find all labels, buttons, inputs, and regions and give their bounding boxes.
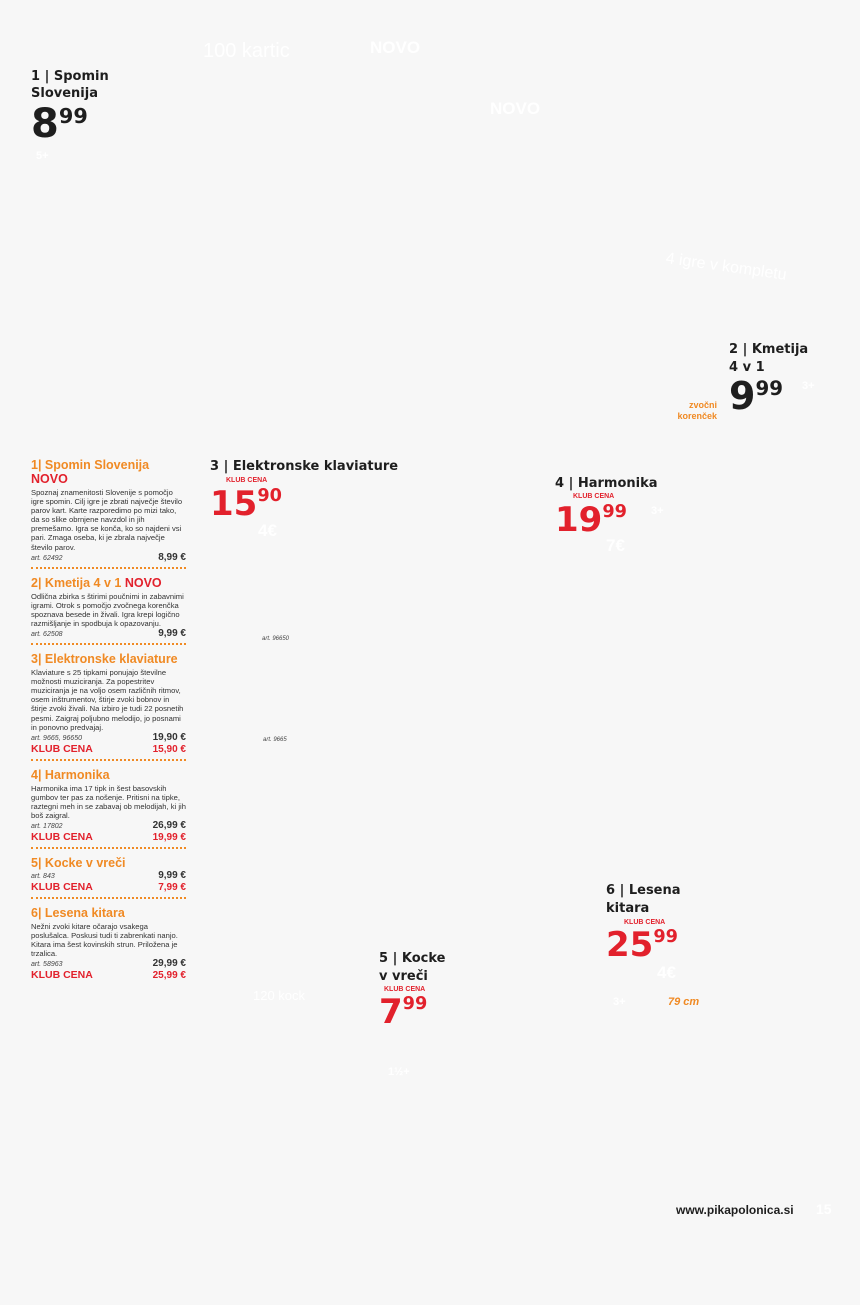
price-int: 15: [210, 484, 258, 524]
list-item-kmetija: [31, 576, 186, 645]
tag-title-line2: kitara: [606, 901, 650, 916]
price-dec: 99: [402, 994, 428, 1015]
art-number: art. 58963: [31, 961, 63, 969]
tag-price: [729, 374, 808, 418]
zvocni-korencek-note: [672, 400, 717, 422]
regular-price: 26,99 €: [152, 820, 186, 832]
saving-badge: 4€: [258, 521, 277, 540]
klub-price: 19,99 €: [152, 832, 186, 844]
saving-badge: 7€: [606, 536, 625, 555]
tag-price: [555, 500, 658, 540]
list-item-kocke: [31, 856, 186, 899]
price-row: [31, 820, 186, 831]
price-row: [31, 628, 186, 639]
list-item-desc: Odlična zbirka s štirimi poučnimi in zabavnimi igrami. Otrok s pomočjo zvočnega korenčka spoznava besede in živali. Igra krepi logično razmišljanje in spodbuja k opazovanju.: [31, 591, 184, 628]
art-number: art. 62492: [31, 554, 63, 562]
regular-price: 29,99 €: [152, 958, 186, 970]
list-item-title: 3| Elektronske klaviature: [31, 652, 178, 667]
art-number: art. 17802: [31, 823, 63, 831]
price-tag-kocke: [379, 950, 446, 1032]
list-item-title: [31, 576, 186, 590]
price-row: [31, 552, 186, 563]
tag-price: [379, 992, 445, 1032]
price-int: 25: [606, 925, 654, 965]
price-tag-spomin: [31, 68, 109, 147]
price-tag-kitara: [606, 882, 681, 965]
list-item-klaviature: [31, 652, 186, 761]
list-item-desc: Nežni zvoki kitare očarajo vsakega poslušalca. Poskusi tudi ti zabrenkati nanjo. Kitara ima šest kovinskih strun. Priložena je trzalica.: [31, 922, 178, 959]
regular-price: 9,99 €: [158, 628, 186, 640]
note-line1: zvočni: [688, 400, 717, 410]
tag-title-line1: 2 | Kmetija: [729, 342, 809, 357]
art-label-2: art. 9665: [263, 737, 287, 743]
ghost-novo-badge-2: NOVO: [490, 99, 541, 118]
list-item-title-text: 2| Kmetija 4 v 1: [31, 575, 122, 590]
ghost-age-label-3: 3+: [651, 505, 664, 517]
price-row: [31, 958, 186, 969]
regular-price: 8,99 €: [158, 551, 186, 563]
tag-title-line2: v vreči: [379, 969, 428, 984]
note-line2: korenček: [677, 411, 717, 421]
ghost-novo-badge: NOVO: [370, 38, 421, 57]
regular-price: 19,90 €: [152, 731, 186, 743]
saving-badge: 4€: [657, 963, 676, 982]
klub-price: 25,99 €: [152, 970, 186, 982]
art-number: art. 62508: [31, 631, 63, 639]
list-item-desc: Harmonika ima 17 tipk in šest basovskih gumbov ter pas za nošenje. Pritisni na tipke, raztegni meh in se zabavaj ob melodijah, ki jih boš zaigral.: [31, 783, 186, 820]
page-number: 15: [816, 1201, 832, 1217]
price-int: 8: [31, 101, 59, 147]
klub-cena-label: KLUB CENA: [384, 986, 426, 993]
tag-title-line1: 1 | Spomin: [31, 69, 109, 84]
ghost-igre-label: 4 igre v kompletu: [664, 250, 788, 284]
list-item-kitara: [31, 906, 186, 985]
list-item-desc: Spoznaj znamenitosti Slovenije s pomočjo igre spomin. Cilj igre je zbrati največje število parov kart. Karte razporedimo po mizi tako, da so slike obrnjene navzdol in jih premešamo. Igra se konča, ko so najdeni vsi pari. Zmaga oseba, ki je zbrala največje število parov.: [31, 488, 183, 552]
tag-title-line2: 4 v 1: [729, 360, 765, 375]
klub-cena-label: KLUB CENA: [31, 881, 93, 894]
art-number: art. 9665, 96650: [31, 734, 82, 742]
klub-cena-label: KLUB CENA: [573, 493, 615, 500]
klub-cena-label: KLUB CENA: [31, 969, 93, 982]
price-dec: 99: [602, 502, 627, 523]
klub-row: [31, 881, 186, 893]
tag-price: [31, 101, 109, 147]
list-item-harmonika: [31, 768, 186, 849]
klub-cena-label: KLUB CENA: [226, 477, 268, 484]
tag-title-line1: 5 | Kocke: [379, 951, 446, 966]
price-dec: 99: [653, 927, 678, 948]
klub-row: [31, 831, 186, 843]
list-item-spomin: [31, 458, 186, 569]
size-label: 79 cm: [668, 996, 700, 1008]
ghost-kartic-label: 100 kartic: [203, 40, 290, 62]
list-item-title: 6| Lesena kitara: [31, 906, 125, 921]
tag-price: [210, 484, 398, 524]
art-number: art. 843: [31, 873, 55, 881]
klub-row: [31, 743, 186, 755]
tag-title: 4 | Harmonika: [555, 476, 658, 491]
ghost-kock-label: 120 kock: [253, 988, 306, 1003]
list-item-title: 1| Spomin Slovenija: [31, 458, 150, 472]
klub-cena-label: KLUB CENA: [624, 919, 666, 926]
price-dec: 90: [257, 486, 282, 507]
klub-cena-label: KLUB CENA: [31, 831, 93, 844]
price-tag-harmonika: [555, 476, 658, 540]
ghost-age-label-5: 1½+: [388, 1066, 410, 1078]
list-item-title: 4| Harmonika: [31, 767, 110, 782]
price-tag-klaviature: [210, 459, 399, 524]
tag-title: 3 | Elektronske klaviature: [210, 459, 399, 474]
product-list: [31, 458, 186, 992]
tag-price: [606, 925, 681, 965]
ghost-age-label-2: 3+: [802, 380, 815, 392]
ghost-age-label: 5+: [36, 150, 49, 162]
price-tag-kmetija: [729, 341, 809, 418]
art-label: art. 96650: [262, 636, 290, 642]
klub-price: 15,90 €: [152, 743, 186, 755]
price-dec: 99: [755, 376, 783, 400]
price-row: [31, 870, 186, 881]
novo-badge: NOVO: [31, 472, 68, 486]
price-int: 7: [379, 992, 403, 1032]
price-int: 19: [555, 500, 603, 540]
website-link[interactable]: www.pikapolonica.si: [676, 1203, 794, 1217]
price-dec: 99: [58, 103, 88, 128]
regular-price: 9,99 €: [158, 870, 186, 882]
klub-cena-label: KLUB CENA: [31, 742, 93, 755]
tag-title-line2: Slovenija: [31, 86, 98, 101]
tag-title-line1: 6 | Lesena: [606, 883, 681, 898]
price-int: 9: [729, 374, 756, 418]
klub-row: [31, 969, 186, 981]
list-item-title: 5| Kocke v vreči: [31, 856, 126, 871]
list-item-desc: Klaviature s 25 tipkami ponujajo številne možnosti muziciranja. Za popestritev muziciranja je na voljo osem različnih ritmov, osem inštrumentov, štirje zvoki bobnov in štirje zvoki živali. Na izbiro je tudi 22 posnetih pesmi. Zaigraj poljubno melodijo, jo posnami in ponovno predvajaj.: [31, 668, 184, 732]
price-row: [31, 732, 186, 743]
ghost-age-label-4: 3+: [613, 996, 626, 1008]
novo-badge: NOVO: [124, 575, 162, 590]
klub-price: 7,99 €: [158, 882, 186, 894]
